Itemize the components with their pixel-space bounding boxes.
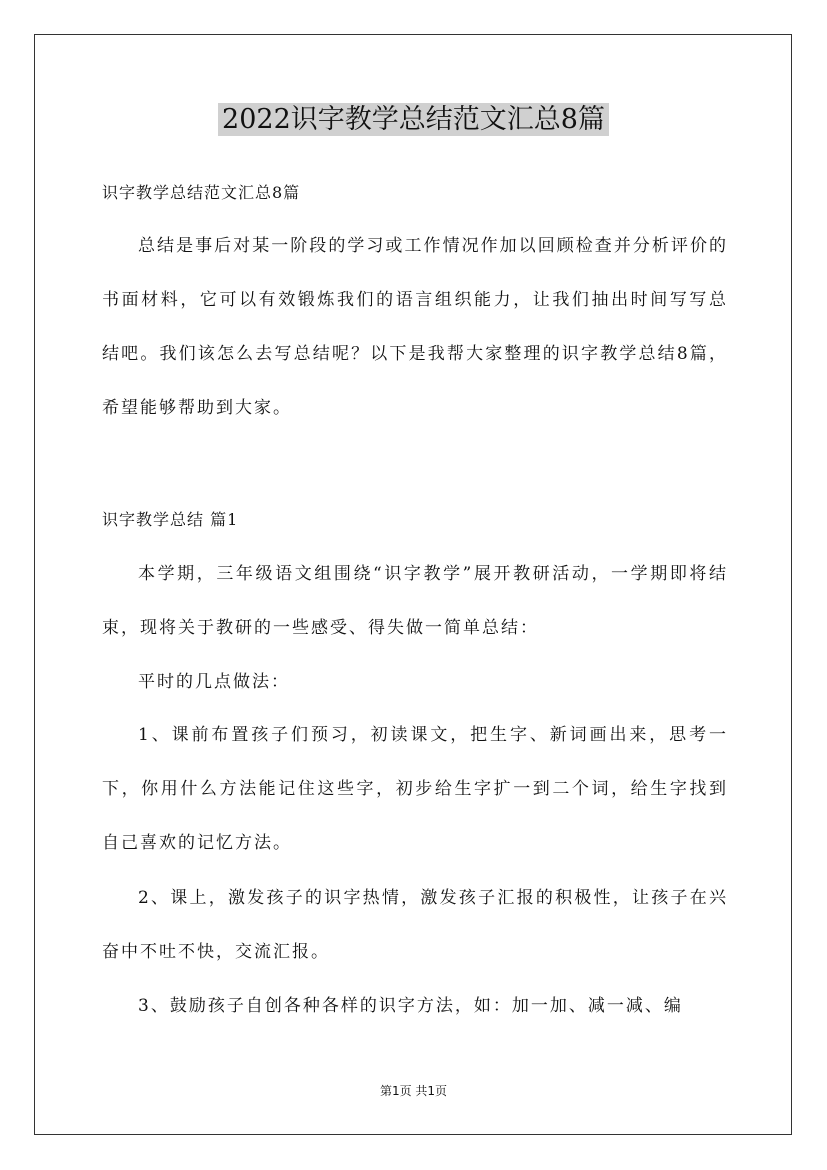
page-footer: 第1页 共1页 xyxy=(379,1084,448,1098)
document-title xyxy=(0,100,827,140)
body-paragraph-1: 本学期，三年级语文组围绕“识字教学”展开教研活动，一学期即将结束，现将关于教研的一些感受、得失做一简单总结： xyxy=(102,564,728,638)
body-paragraph-3: 1、课前布置孩子们预习，初读课文，把生字、新词画出来，思考一下，你用什么方法能记住这些字，初步给生字扩一到二个词，给生字找到自己喜欢的记忆方法。 xyxy=(102,725,728,853)
document-title-text: 2022识字教学总结范文汇总8篇 xyxy=(218,103,609,136)
body-paragraph-2: 平时的几点做法： xyxy=(138,672,290,692)
body-paragraph-5: 3、鼓励孩子自创各种各样的识字方法，如：加一加、减一减、编 xyxy=(138,996,683,1016)
intro-paragraph: 总结是事后对某一阶段的学习或工作情况作加以回顾检查并分析评价的书面材料，它可以有效锻炼我们的语言组织能力，让我们抽出时间写写总结吧。我们该怎么去写总结呢？以下是我帮大家整理的识字教学总结8篇，希望能够帮助到大家。 xyxy=(102,236,728,418)
section-heading: 识字教学总结 篇1 xyxy=(102,510,239,529)
body-paragraph-4: 2、课上，激发孩子的识字热情，激发孩子汇报的积极性，让孩子在兴奋中不吐不快，交流汇报。 xyxy=(102,888,728,962)
document-subtitle: 识字教学总结范文汇总8篇 xyxy=(102,183,301,202)
